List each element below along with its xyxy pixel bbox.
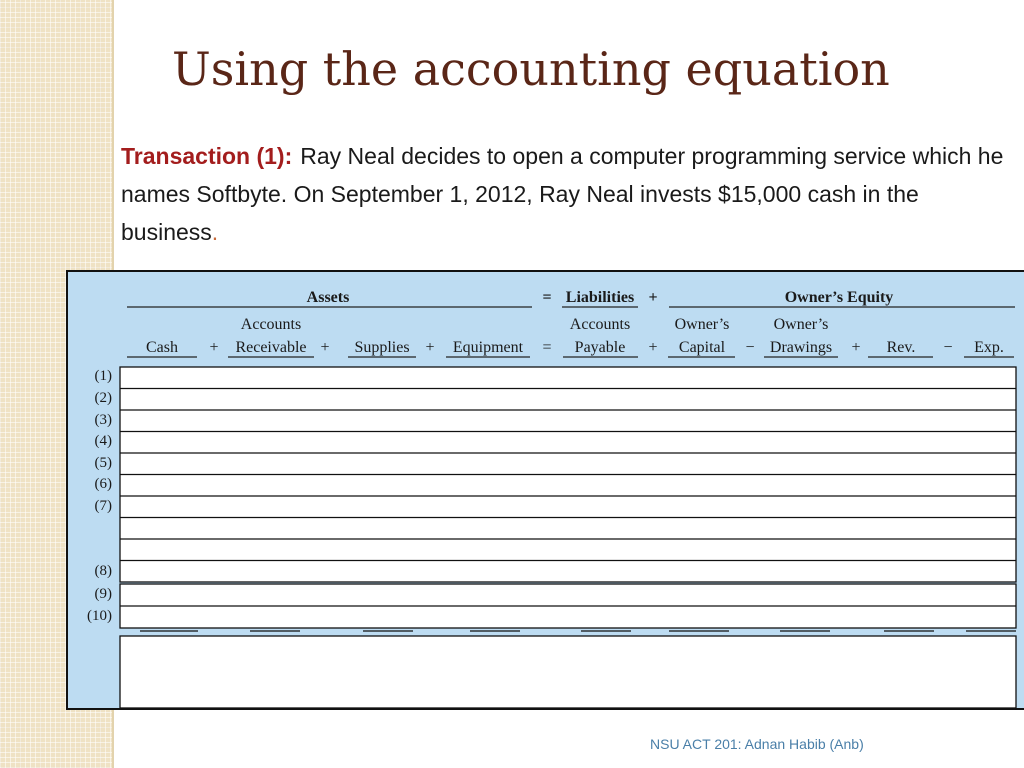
op-minus-2: − <box>943 339 953 356</box>
slide-title: Using the accounting equation <box>172 42 890 96</box>
accounting-equation-table <box>66 270 1024 710</box>
owners-equity-header: Owner’s Equity <box>784 289 894 306</box>
totals-box <box>120 636 1016 708</box>
op-plus-3: + <box>425 339 435 356</box>
op-plus-2: + <box>320 339 330 356</box>
drawings-header-top: Owner’s <box>773 316 829 333</box>
transaction-label: Transaction (1): <box>121 143 293 169</box>
row-label: (7) <box>94 498 112 514</box>
op-plus-1: + <box>209 339 219 356</box>
row-label: (5) <box>94 455 112 471</box>
row-label: (6) <box>94 476 112 492</box>
transaction-description <box>121 137 1016 251</box>
ar-header-top: Accounts <box>240 316 302 333</box>
row-label: (3) <box>94 412 112 428</box>
op-plus-4: + <box>648 339 658 356</box>
expenses-header: Exp. <box>974 339 1004 356</box>
op-plus-5: + <box>851 339 861 356</box>
supplies-header: Supplies <box>354 339 410 356</box>
row-label: (4) <box>94 433 112 449</box>
row-label: (9) <box>94 586 112 602</box>
header-plus: + <box>648 289 658 306</box>
ap-header-top: Accounts <box>569 316 631 333</box>
row-label: (10) <box>87 608 112 624</box>
transaction-end-mark: . <box>211 219 219 245</box>
op-equals: = <box>542 339 552 356</box>
row-label: (1) <box>94 368 112 384</box>
capital-header-bottom: Capital <box>678 339 726 356</box>
transaction-text: Ray Neal decides to open a computer programming service which he names Softbyte. On September 1, 2012, Ray Neal invests $15,000 cash in the business <box>121 143 1004 245</box>
op-minus-1: − <box>745 339 755 356</box>
drawings-header-bottom: Drawings <box>769 339 833 356</box>
slide-footer: NSU ACT 201: Adnan Habib (Anb) <box>650 736 864 752</box>
cash-header: Cash <box>146 339 178 356</box>
revenue-header: Rev. <box>886 339 916 356</box>
header-equals: = <box>542 289 552 306</box>
equation-table-graphic <box>68 272 1024 708</box>
ar-header-bottom: Receivable <box>235 339 307 356</box>
row-label: (8) <box>94 563 112 579</box>
ap-header-bottom: Payable <box>574 339 626 356</box>
assets-header: Assets <box>306 289 350 306</box>
equipment-header: Equipment <box>452 339 524 356</box>
capital-header-top: Owner’s <box>674 316 730 333</box>
row-label: (2) <box>94 390 112 406</box>
liabilities-header: Liabilities <box>565 289 635 306</box>
